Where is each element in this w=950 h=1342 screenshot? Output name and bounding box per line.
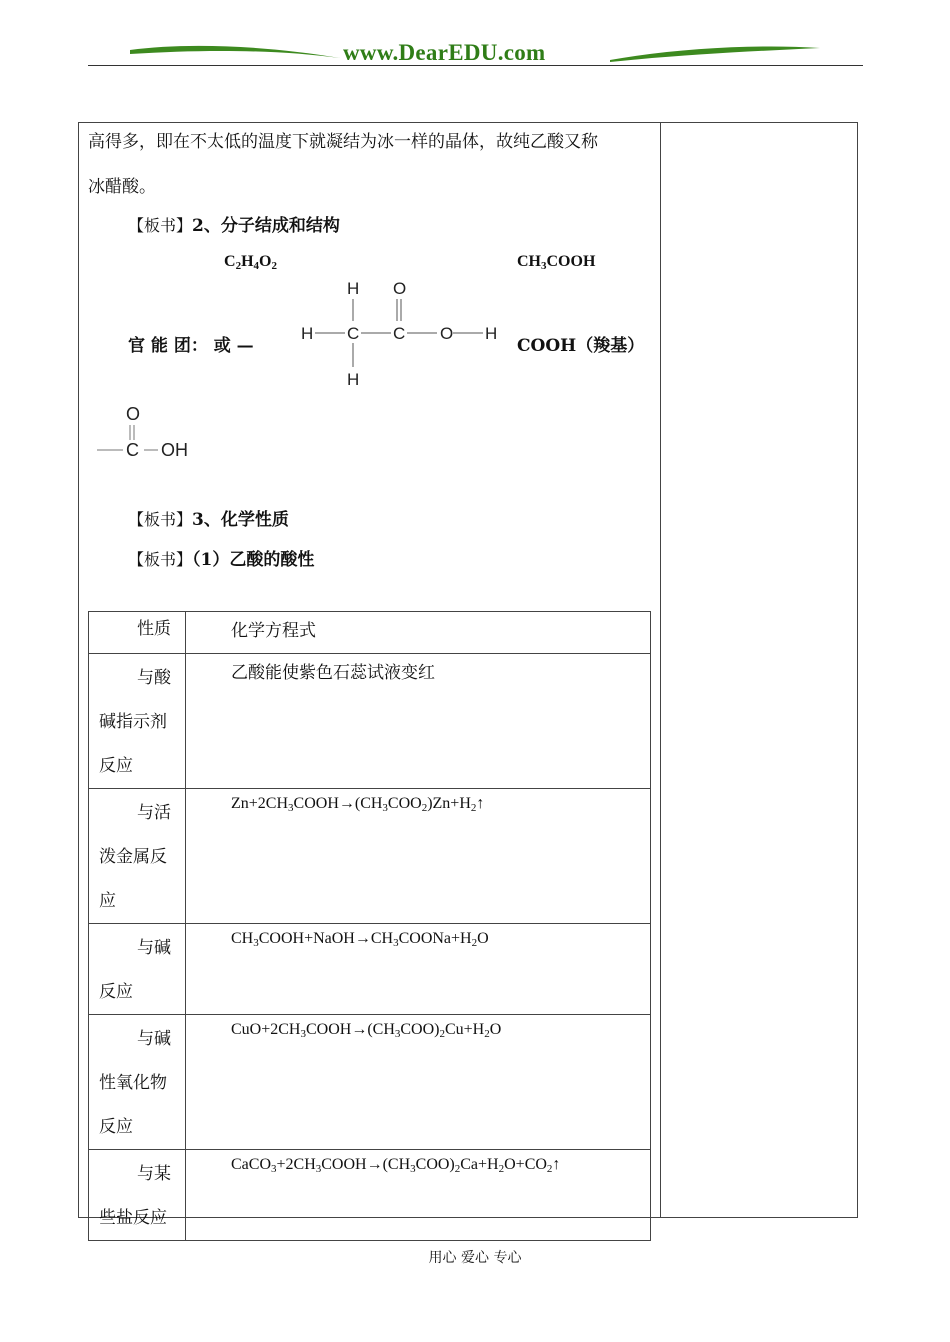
- table-row: [89, 1150, 651, 1241]
- property-cell: 与碱 性氧化物 反应: [89, 1015, 186, 1150]
- heading-properties-text: 3、化学性质: [192, 510, 289, 530]
- table-row: [89, 654, 651, 789]
- table-row: [89, 1015, 651, 1150]
- table-row: [89, 789, 651, 924]
- functional-group-name: COOH（羧基）: [517, 336, 645, 356]
- structural-short-formula: $CH_3COOH$: [517, 253, 596, 272]
- header-rule: [88, 65, 863, 66]
- properties-table: [88, 611, 651, 1241]
- svg-text:O: O: [126, 404, 141, 424]
- heading-properties: [128, 505, 289, 530]
- table-row: [89, 924, 651, 1015]
- atom-h-bottom: H: [347, 370, 360, 389]
- header-swoosh-right: [608, 40, 823, 66]
- heading-structure-text: 2、分子结成和结构: [192, 216, 340, 236]
- equation-cell: $CH_3COOH+NaOH\to CH_3COONa+H_2O$: [186, 924, 651, 1015]
- atom-h-top: H: [347, 279, 360, 298]
- header-cell-property: 性质: [89, 612, 186, 654]
- property-cell: 与活 泼金属反 应: [89, 789, 186, 924]
- outer-table-divider: [660, 122, 661, 1218]
- board-label: 【板书】: [128, 216, 193, 235]
- equation-cell: 乙酸能使紫色石蕊试液变红: [186, 654, 651, 789]
- svg-text:C: C: [126, 440, 139, 460]
- atom-h-left: H: [301, 324, 314, 343]
- atom-h-right: H: [485, 324, 498, 343]
- svg-text:OH: OH: [161, 440, 188, 460]
- header-swoosh-left: [128, 40, 343, 66]
- atom-o-right: O: [440, 324, 454, 343]
- header-cell-equation: 化学方程式: [186, 612, 651, 654]
- property-cell: 与碱 反应: [89, 924, 186, 1015]
- board-label: 【板书】: [128, 510, 193, 529]
- carboxyl-group-structure: [95, 402, 205, 464]
- heading-acidity-text: （1）乙酸的酸性: [192, 550, 315, 570]
- atom-c1: C: [347, 324, 360, 343]
- board-label: 【板书】: [128, 550, 193, 569]
- property-cell: 与酸 碱指示剂 反应: [89, 654, 186, 789]
- equation-cell: $CaCO_3+2CH_3COOH\to(CH_3COO)_2Ca+H_2O+CO_2↑$: [186, 1150, 651, 1241]
- atom-c2: C: [393, 324, 406, 343]
- site-logo-text: www.DearEDU.com: [343, 40, 546, 65]
- para-line-2: 冰醋酸。: [88, 177, 156, 197]
- property-cell: 与某 些盐反应: [89, 1150, 186, 1241]
- functional-group-label: 官 能 团： 或 —: [128, 336, 254, 356]
- page-footer: 用心 爱心 专心: [428, 1250, 522, 1266]
- heading-structure: [128, 211, 340, 236]
- acetic-acid-structure: [295, 275, 505, 395]
- atom-o-top: O: [393, 279, 407, 298]
- heading-acidity: [128, 545, 314, 570]
- table-header-row: [89, 612, 651, 654]
- page-header: [0, 0, 950, 80]
- equation-cell: $Zn+2CH_3COOH\to(CH_3COO_2)Zn+H_2↑$: [186, 789, 651, 924]
- equation-cell: $CuO+2CH_3COOH\to(CH_3COO)_2Cu+H_2O$: [186, 1015, 651, 1150]
- molecular-formula: $C_2H_4O_2$: [224, 253, 277, 272]
- para-line-1: 高得多，即在不太低的温度下就凝结为冰一样的晶体，故纯乙酸又称: [88, 132, 598, 152]
